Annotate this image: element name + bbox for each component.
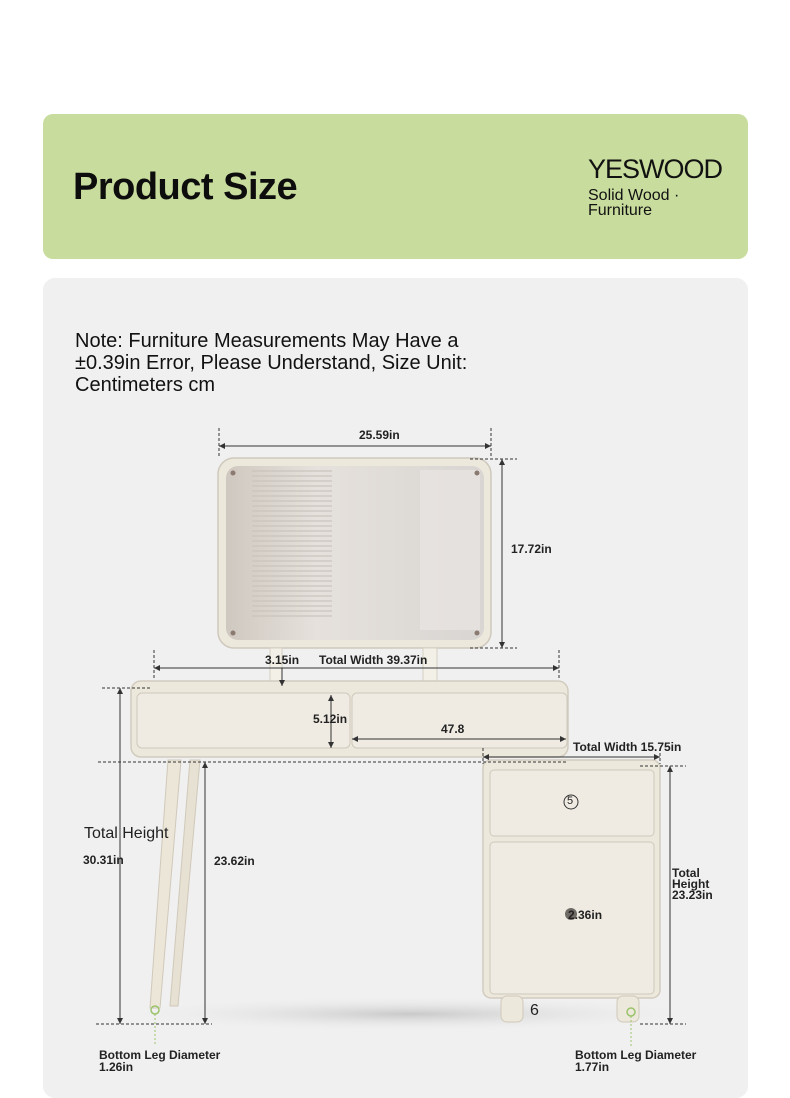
mirror-height-label: 17.72in <box>511 542 552 556</box>
cabinet-height-label: Total Height 23.23in <box>672 866 713 902</box>
mirror <box>218 458 491 648</box>
marker-5-label: 5 <box>567 795 574 807</box>
brand-logo: YESWOOD <box>588 154 723 184</box>
cabinet-width-label: Total Width 15.75in <box>573 740 682 754</box>
total-height-title: Total Height <box>84 825 169 842</box>
drawer-height-label: 5.12in <box>313 712 348 726</box>
leg-diameter-right-label: Bottom Leg Diameter 1.77in <box>575 1048 697 1074</box>
leg-diameter-left-label: Bottom Leg Diameter 1.26in <box>99 1048 221 1074</box>
measurement-note: Note: Furniture Measurements May Have a ±0.39in Error, Please Understand, Size Unit: Centimeters cm <box>75 330 468 396</box>
page-title: Product Size <box>73 166 298 208</box>
total-height-value: 30.31in <box>83 853 124 867</box>
mirror-width-label: 25.59in <box>359 428 400 442</box>
desk-body <box>131 681 568 757</box>
post-width-label: 3.15in <box>265 653 300 667</box>
leg-height-label: 23.62in <box>214 854 255 868</box>
total-width-label: Total Width 39.37in <box>319 653 428 667</box>
drawer-width-label: 47.8 <box>441 722 465 736</box>
marker-6-label: 6 <box>530 1002 539 1019</box>
brand-tagline: Solid Wood · Furniture <box>588 187 680 219</box>
cabinet-door-label: 2.36in <box>568 908 603 922</box>
